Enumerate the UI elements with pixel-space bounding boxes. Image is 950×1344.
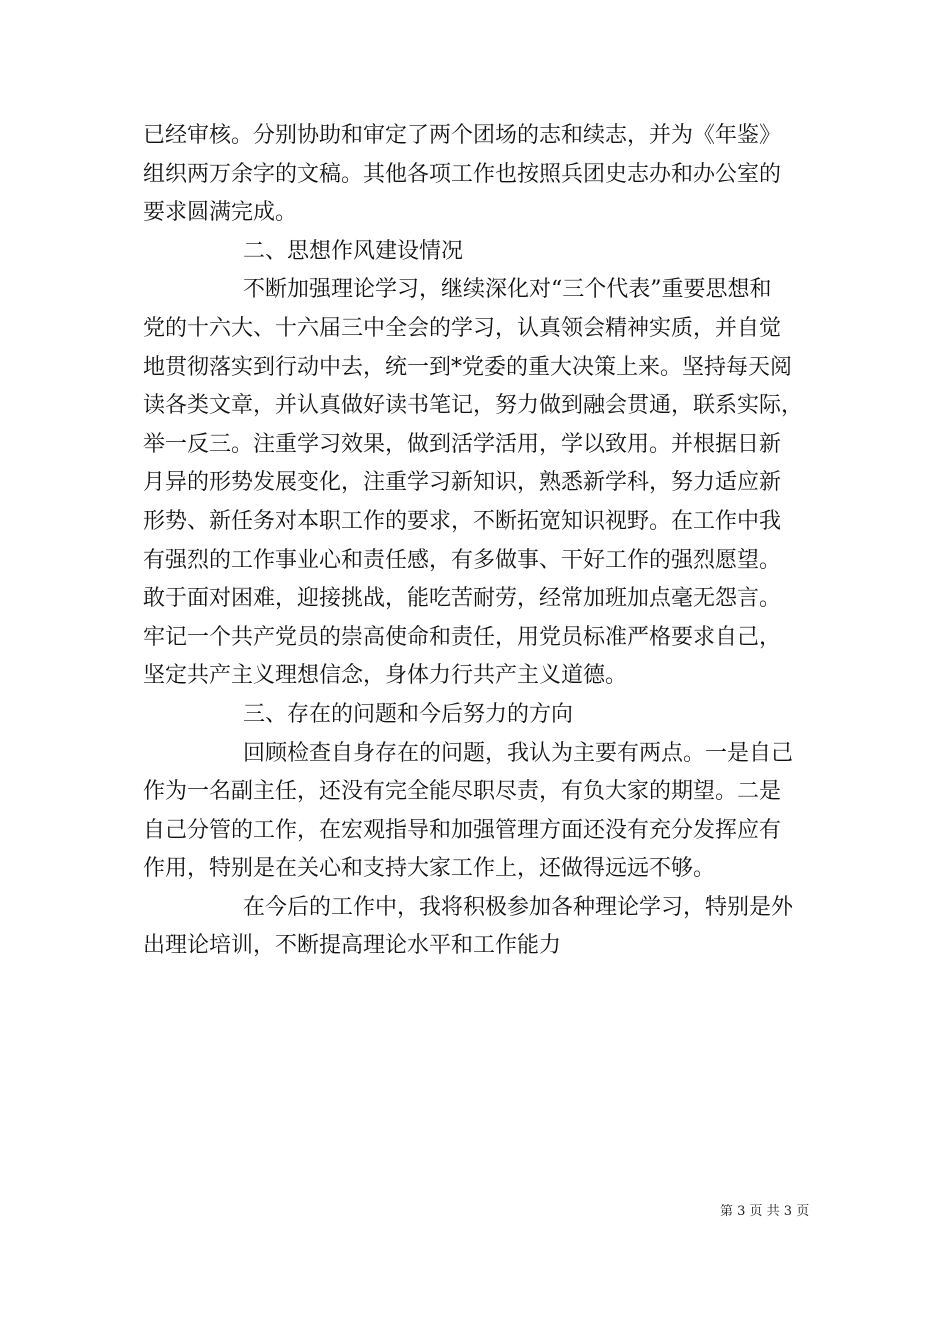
section-3-para-1-line-4: 作用，特别是在关心和支持大家工作上，还做得远远不够。 (143, 856, 716, 882)
section-2-heading: 二、思想作风建设情况 (243, 238, 464, 264)
section-3-heading: 三、存在的问题和今后努力的方向 (243, 701, 574, 727)
section-2-line-8: 有强烈的工作事业心和责任感，有多做事、干好工作的强烈愿望。 (143, 547, 782, 573)
section-2-line-10: 牢记一个共产党员的崇高使命和责任，用党员标准严格要求自己， (143, 624, 782, 650)
section-3-para-1-line-1: 回顾检查自身存在的问题，我认为主要有两点。一是自己 (243, 740, 794, 766)
intro-line-3: 要求圆满完成。 (143, 200, 298, 226)
section-2-line-1: 不断加强理论学习，继续深化对“三个代表”重要思想和 (243, 277, 772, 303)
section-3-para-2-line-1: 在今后的工作中，我将积极参加各种理论学习，特别是外 (243, 894, 794, 920)
section-2-line-4: 读各类文章，并认真做好读书笔记，努力做到融会贯通，联系实际， (143, 393, 804, 419)
section-2-line-3: 地贯彻落实到行动中去，统一到*党委的重大决策上来。坚持每天阅 (143, 354, 793, 380)
section-3-para-1-line-3: 自己分管的工作，在宏观指导和加强管理方面还没有充分发挥应有 (143, 817, 782, 843)
page-number-footer: 第 3 页 共 3 页 (720, 1204, 810, 1219)
section-2-line-7: 形势、新任务对本职工作的要求，不断拓宽知识视野。在工作中我 (143, 508, 782, 534)
section-2-line-6: 月异的形势发展变化，注重学习新知识，熟悉新学科，努力适应新 (143, 470, 782, 496)
section-2-line-9: 敢于面对困难，迎接挑战，能吃苦耐劳，经常加班加点毫无怨言。 (143, 586, 782, 612)
intro-line-1: 已经审核。分别协助和审定了两个团场的志和续志，并为《年鉴》 (143, 123, 782, 148)
intro-line-2: 组织两万余字的文稿。其他各项工作也按照兵团史志办和办公室的 (143, 161, 782, 187)
section-3-para-1-line-2: 作为一名副主任，还没有完全能尽职尽责，有负大家的期望。二是 (143, 779, 782, 805)
section-2-line-11: 坚定共产主义理想信念，身体力行共产主义道德。 (143, 663, 628, 689)
section-3-para-2-line-2: 出理论培训，不断提高理论水平和工作能力 (143, 933, 562, 959)
document-body (143, 117, 833, 966)
section-2-line-5: 举一反三。注重学习效果，做到活学活用，学以致用。并根据日新 (143, 431, 782, 457)
section-2-line-2: 党的十六大、十六届三中全会的学习，认真领会精神实质，并自觉 (143, 315, 782, 341)
